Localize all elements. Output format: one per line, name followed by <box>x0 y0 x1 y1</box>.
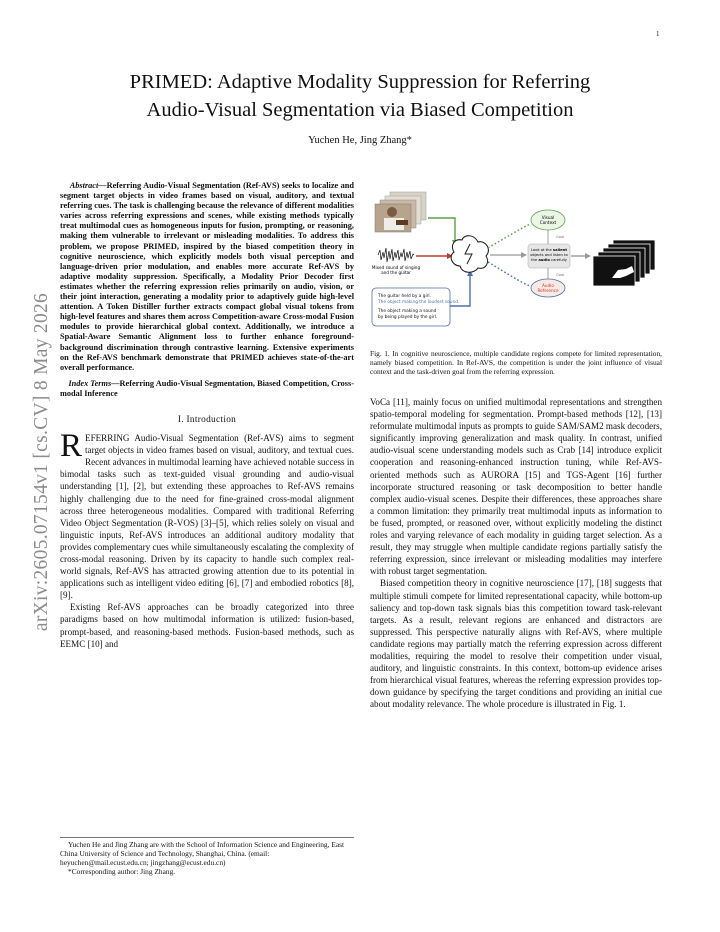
intro-paragraph-1-text: EFERRING Audio-Visual Segmentation (Ref-AVS) aims to segment target objects in video frames based on visual, auditory, and textual cues. Recent advances in multimodal learning have achieved notable success in bimodal tasks such as text-guided visual grounding and audio-visual understanding [1], [2], but extending these approaches to Ref-AVS remains highly challenging due to the need for fine-grained cross-modal alignment across three heterogeneous modalities. Compared with traditional Referring Video Object Segmentation (R-VOS) [3]–[5], which relies solely on visual and linguistic inputs, Ref-AVS introduces an additional auditory modality that provides complementary cues while simultaneously escalating the complexity of cross-modal reasoning. Driven by its capacity to handle such complex real-world signals, Ref-AVS has attracted growing attention due to its potential in applications such as intelligent video editing [6], [7] and embodied robotics [8], [9]. <box>60 433 354 601</box>
intro-paragraph-1 <box>60 428 354 601</box>
audio-waveform <box>378 248 414 262</box>
section-heading: I. Introduction <box>177 414 237 425</box>
audio-reference-label-1: Audio <box>542 283 554 288</box>
title-line-1: PRIMED: Adaptive Modality Suppression for Referring <box>129 71 591 93</box>
figure-caption: Fig. 1. In cognitive neuroscience, multiple candidate regions compete for limited representation, namely biased competition. In Ref-AVS, the competition is under the joint influence of visual context and the task-driven goal from the referring expression. <box>370 349 662 377</box>
video-frames-image <box>375 192 426 232</box>
abstract <box>60 181 354 373</box>
text-line-1: The guitar held by a girl. <box>378 294 431 299</box>
segmentation-masks <box>593 240 655 286</box>
right-paragraph-2: Biased competition theory in cognitive neuroscience [17], [18] suggests that multiple stimuli compete for limited representational capacity, while bottom-up saliency and top-down task signals bias this competition toward task-relevant targets. As a result, relevant regions are enhanced and distractors are suppressed. This perspective naturally aligns with Ref-AVS, where multiple candidate regions may partially match the referring expression across different modalities, requiring the model to resolve their competition under visual, auditory, and linguistic constraints. In this context, bottom-up evidence arises from hierarchical visual features, whereas the referring expression provides top-down guidance by specifying the target conditions and providing an initial cue about modality relevance. The whole procedure is illustrated in Fig. 1. <box>370 578 662 710</box>
text-line-2: The object making the loudest sound. <box>378 300 460 305</box>
corresponding-author-footnote: *Corresponding author: Jing Zhang. <box>68 867 176 877</box>
audio-caption-line2: and the guitar <box>381 270 411 275</box>
audio-reference-label-2: Reference <box>537 288 559 293</box>
index-terms-text: Referring Audio-Visual Segmentation, Biased Competition, Cross-modal Inference <box>60 378 355 398</box>
index-terms-label: Index Terms— <box>68 378 120 388</box>
visual-context-arrow <box>488 224 530 248</box>
abstract-label: Abstract— <box>69 181 107 190</box>
title-line-2: Audio-Visual Segmentation via Biased Competition <box>146 99 574 121</box>
visual-context-label-2: Context <box>539 220 557 225</box>
audio-caption-line1: Mixed sound of singing <box>371 265 421 270</box>
text-line-3a: The object making a sound <box>378 309 437 314</box>
right-column <box>370 396 662 710</box>
page-number: 1 <box>656 30 660 38</box>
authors: Yuchen He, Jing Zhang* <box>308 135 412 146</box>
text-line-3b: by being played by the girl. <box>378 315 438 320</box>
index-terms <box>60 379 354 399</box>
goal-label-bottom: Goal <box>556 273 565 277</box>
visual-arrow <box>428 218 455 242</box>
abstract-text: Referring Audio-Visual Segmentation (Ref-AVS) seeks to localize and segment target objects in video frames based on visual, auditory, and textual referring cues. The task is challenging because the relevance of different modalities varies across referring expressions and scenes, while existing methods typically treat multimodal cues as homogeneous inputs for fusion, prompting, or reasoning, making them vulnerable to irrelevant or misleading modalities. To address this problem, we propose PRIMED, inspired by the biased competition theory in cognitive neuroscience, which explicitly models both visual perception and language-driven prior modulation, and enables more accurate Ref-AVS by adaptive modality suppression. Specifically, a Modality Prior Decoder first estimates whether the referring expression relies primarily on audio, vision, or their joint interaction, generating a modality prior to adaptively guide high-level attention. A Token Distiller further extracts compact global visual tokens from high-level features and shares them across Competition-aware Cross-modal Fusion modules to provide hierarchical global context. Additionally, we introduce a Spatial-Aware Semantic Alignment loss to further enhance foreground-background discrimination through contrastive learning. Extensive experiments on the Ref-AVS benchmark demonstrate that PRIMED achieves state-of-the-art overall performance. <box>60 181 355 372</box>
visual-context-label-1: Visual <box>541 215 555 220</box>
center-text-2: objects and listen to <box>530 253 568 257</box>
audio-reference-arrow <box>488 262 530 286</box>
footnotes <box>60 837 354 876</box>
figure-1 <box>370 190 662 340</box>
center-text-1: Look at the salient <box>530 248 568 252</box>
goal-label-top: Goal <box>556 235 565 239</box>
dropcap: R <box>60 428 83 465</box>
left-column <box>60 181 354 650</box>
right-paragraph-1: VoCa [11], mainly focus on unified multimodal representations and strengthen spatio-temporal modeling for segmentation. Prompt-based methods [12], [13] reformulate multimodal inputs as prompts to guide SAM/SAM2 mask decoders, significantly improving generalization and mask quality. In contrast, unified audio-visual scene understanding models such as Crab [14] introduce explicit cooperation and reasoning-enhanced instruction tuning, while Ref-AVS-oriented methods such as AURORA [15] and TGS-Agent [16] further incorporate structured reasoning or task decomposition to better handle complex audio-visual scenes. Despite their differences, these approaches share a common limitation: they primarily treat multimodal inputs as information to be fused, prompted, or reasoned over, without explicitly modeling the distinct roles and varying relevance of each modality in guiding target selection. As a result, they may struggle when multiple candidate regions partially satisfy the referring expression, since irrelevant or misleading modalities may interfere with robust target segmentation. <box>370 397 662 577</box>
intro-paragraph-2: Existing Ref-AVS approaches can be broadly categorized into three paradigms based on how multimodal information is utilized: fusion-based, prompt-based, and reasoning-based methods. Fusion-based methods, such as EEMC [10] and <box>60 602 354 649</box>
brain-icon <box>451 236 488 273</box>
center-text-3: the audio carefully <box>531 258 567 262</box>
arxiv-watermark: arXiv:2605.07154v1 [cs.CV] 8 May 2026 <box>31 292 52 632</box>
affiliation-footnote: Yuchen He and Jing Zhang are with the School of Information Science and Engineering, East China University of Science and Technology, Shanghai, China. (email: heyuchen@mail.ecust.edu.cn; jingzhang@ecust.edu.cn) <box>60 840 345 868</box>
paper-title <box>70 68 650 124</box>
